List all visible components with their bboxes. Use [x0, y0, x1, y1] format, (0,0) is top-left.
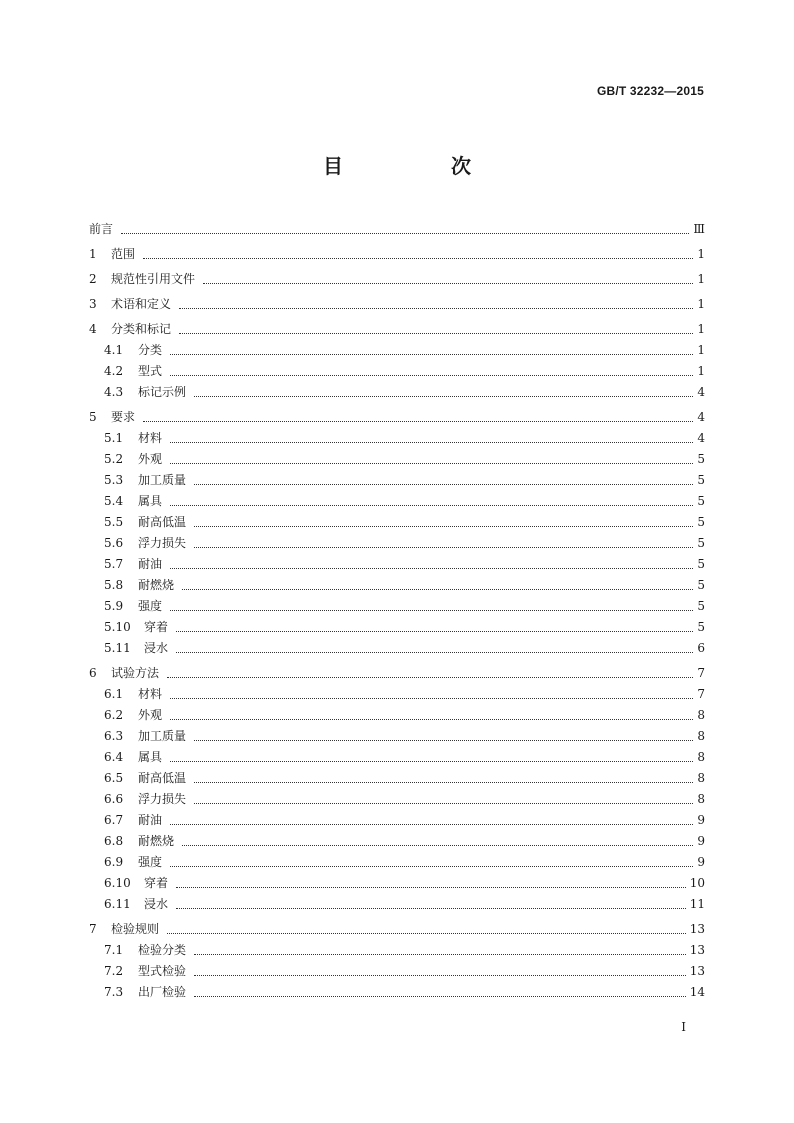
toc-entry-title: 出厂检验	[138, 985, 187, 999]
toc-entry-page: 5	[697, 620, 705, 634]
dot-leader	[170, 567, 693, 569]
dot-leader	[179, 332, 693, 334]
toc-entry-title: 材料	[138, 687, 163, 701]
toc-entry-page: 5	[697, 515, 705, 529]
toc-entry-number: 7	[89, 922, 97, 936]
toc-entry[interactable]	[89, 361, 705, 382]
toc-entry-title: 标记示例	[138, 385, 187, 399]
toc-entry-title: 耐高低温	[138, 515, 187, 529]
toc-entry-title: 外观	[138, 452, 163, 466]
toc-entry[interactable]	[89, 684, 705, 705]
toc-entry-page: 1	[697, 343, 705, 357]
toc-entry[interactable]	[89, 940, 705, 961]
toc-entry-number: 1	[89, 247, 97, 261]
toc-entry-title: 浮力损失	[138, 792, 187, 806]
dot-leader	[170, 462, 693, 464]
dot-leader	[194, 974, 686, 976]
toc-entry-page: 5	[697, 599, 705, 613]
toc-entry-title: 浸水	[144, 641, 169, 655]
toc-entry-page: 4	[697, 431, 705, 445]
toc-entry-page: 7	[697, 666, 705, 680]
toc-entry-number: 6.6	[104, 792, 124, 806]
toc-entry-page: 1	[697, 297, 705, 311]
toc-entry-page: 1	[697, 364, 705, 378]
dot-leader	[143, 420, 693, 422]
page-title: 目 次	[323, 154, 515, 178]
toc-entry-number: 7.3	[104, 985, 124, 999]
toc-entry-title: 加工质量	[138, 473, 187, 487]
toc-entry-page: 5	[697, 557, 705, 571]
toc-entry[interactable]	[89, 961, 705, 982]
toc-entry-number: 5.11	[104, 641, 131, 655]
toc-entry-title: 外观	[138, 708, 163, 722]
toc-entry-number: 5.9	[104, 599, 124, 613]
toc-entry-number: 5.10	[104, 620, 131, 634]
toc-entry-title: 术语和定义	[111, 297, 172, 311]
dot-leader	[170, 374, 693, 376]
toc-entry-page: 5	[697, 473, 705, 487]
dot-leader	[182, 844, 693, 846]
toc-entry-number: 6.9	[104, 855, 124, 869]
toc-entry[interactable]	[89, 319, 705, 340]
toc-entry-title: 耐油	[138, 813, 163, 827]
toc-entry[interactable]	[89, 596, 705, 617]
toc-entry[interactable]	[89, 831, 705, 852]
toc-entry-number: 6.2	[104, 708, 124, 722]
toc-entry[interactable]	[89, 382, 705, 403]
dot-leader	[170, 865, 693, 867]
dot-leader	[170, 823, 693, 825]
toc-entry-title: 耐油	[138, 557, 163, 571]
dot-leader	[170, 760, 693, 762]
toc-entry-title: 检验分类	[138, 943, 187, 957]
toc-entry[interactable]	[89, 810, 705, 831]
toc-entry-number: 5	[89, 410, 97, 424]
toc-entry-page: 6	[697, 641, 705, 655]
toc-entry-page: 14	[689, 985, 705, 999]
toc-entry[interactable]	[89, 219, 705, 240]
toc-entry-number: 4.2	[104, 364, 124, 378]
toc-entry-title: 分类和标记	[111, 322, 172, 336]
toc-entry-number: 5.6	[104, 536, 124, 550]
toc-entry-number: 6.1	[104, 687, 124, 701]
toc-entry-page: 13	[689, 943, 705, 957]
toc-entry-number: 4	[89, 322, 97, 336]
toc-entry-page: 13	[689, 922, 705, 936]
toc-entry-number: 7.2	[104, 964, 124, 978]
dot-leader	[170, 504, 693, 506]
dot-leader	[176, 886, 686, 888]
toc-entry-page: Ⅲ	[693, 222, 705, 236]
toc-entry-number: 4.3	[104, 385, 124, 399]
toc-entry-title: 属具	[138, 750, 163, 764]
toc-entry[interactable]	[89, 705, 705, 726]
toc-entry[interactable]	[89, 789, 705, 810]
toc-entry[interactable]	[89, 894, 705, 915]
dot-leader	[203, 282, 693, 284]
toc-entry-title: 规范性引用文件	[111, 272, 196, 286]
toc-entry[interactable]	[89, 533, 705, 554]
toc-entry-page: 13	[689, 964, 705, 978]
toc-entry[interactable]	[89, 919, 705, 940]
toc-entry[interactable]	[89, 294, 705, 315]
toc-entry[interactable]	[89, 852, 705, 873]
toc-entry-page: 1	[697, 247, 705, 261]
toc-entry-title: 穿着	[144, 620, 169, 634]
dot-leader	[121, 232, 689, 234]
dot-leader	[194, 739, 693, 741]
toc-entry-page: 8	[697, 750, 705, 764]
toc-entry-title: 浸水	[144, 897, 169, 911]
dot-leader	[170, 353, 693, 355]
toc-entry-title: 型式	[138, 364, 163, 378]
toc-entry[interactable]	[89, 491, 705, 512]
toc-entry-page: 8	[697, 708, 705, 722]
toc-entry-number: 6.4	[104, 750, 124, 764]
toc-entry-number: 6.7	[104, 813, 124, 827]
page-number: I	[681, 1020, 686, 1034]
toc-entry-title: 强度	[138, 855, 163, 869]
dot-leader	[170, 718, 693, 720]
toc-entry-page: 8	[697, 771, 705, 785]
dot-leader	[194, 546, 693, 548]
toc-entry-page: 4	[697, 410, 705, 424]
toc-entry-number: 5.4	[104, 494, 124, 508]
toc-entry[interactable]	[89, 244, 705, 265]
dot-leader	[170, 609, 693, 611]
toc-entry-number: 3	[89, 297, 97, 311]
toc-entry[interactable]	[89, 428, 705, 449]
dot-leader	[167, 932, 686, 934]
toc-entry-page: 5	[697, 536, 705, 550]
toc-entry-title: 耐燃烧	[138, 834, 175, 848]
toc-entry[interactable]	[89, 982, 705, 1003]
dot-leader	[194, 995, 686, 997]
toc-entry-number: 6.5	[104, 771, 124, 785]
dot-leader	[194, 953, 686, 955]
toc-entry-page: 9	[697, 834, 705, 848]
toc-entry-title: 型式检验	[138, 964, 187, 978]
toc-entry[interactable]	[89, 663, 705, 684]
dot-leader	[176, 630, 693, 632]
dot-leader	[170, 697, 693, 699]
dot-leader	[194, 395, 693, 397]
toc-entry-number: 6.3	[104, 729, 124, 743]
toc-entry[interactable]	[89, 726, 705, 747]
toc-entry-title: 试验方法	[111, 666, 160, 680]
dot-leader	[182, 588, 693, 590]
toc-entry-title: 属具	[138, 494, 163, 508]
toc-entry-page: 5	[697, 578, 705, 592]
toc-entry-number: 4.1	[104, 343, 124, 357]
toc-entry-number: 5.7	[104, 557, 124, 571]
dot-leader	[176, 651, 693, 653]
toc-entry-number: 5.3	[104, 473, 124, 487]
toc-entry-title: 穿着	[144, 876, 169, 890]
toc-entry-number: 5.5	[104, 515, 124, 529]
toc-entry[interactable]	[89, 873, 705, 894]
toc-entry-number: 2	[89, 272, 97, 286]
toc-entry[interactable]	[89, 269, 705, 290]
toc-entry-page: 1	[697, 272, 705, 286]
toc-entry-number: 6.8	[104, 834, 124, 848]
toc-entry[interactable]	[89, 512, 705, 533]
toc-entry-page: 9	[697, 813, 705, 827]
toc-entry-number: 5.1	[104, 431, 124, 445]
toc-entry-title: 耐燃烧	[138, 578, 175, 592]
toc-entry-page: 4	[697, 385, 705, 399]
toc-entry-number: 6	[89, 666, 97, 680]
toc-entry-number: 6.11	[104, 897, 131, 911]
toc-entry-page: 9	[697, 855, 705, 869]
dot-leader	[170, 441, 693, 443]
toc-entry-title: 强度	[138, 599, 163, 613]
dot-leader	[194, 483, 693, 485]
toc-entry-page: 1	[697, 322, 705, 336]
toc-entry-title: 浮力损失	[138, 536, 187, 550]
toc-entry-page: 8	[697, 792, 705, 806]
toc-entry[interactable]	[89, 575, 705, 596]
toc-entry[interactable]	[89, 449, 705, 470]
dot-leader	[194, 525, 693, 527]
toc-entry[interactable]	[89, 638, 705, 659]
dot-leader	[194, 781, 693, 783]
toc-entry-title: 材料	[138, 431, 163, 445]
toc-entry-title: 耐高低温	[138, 771, 187, 785]
dot-leader	[194, 802, 693, 804]
toc-entry-title: 范围	[111, 247, 136, 261]
toc-entry-page: 10	[689, 876, 705, 890]
toc-entry-page: 11	[689, 897, 705, 911]
toc-entry-page: 7	[697, 687, 705, 701]
toc-entry[interactable]	[89, 340, 705, 361]
toc-entry-number: 7.1	[104, 943, 124, 957]
toc-entry-number: 6.10	[104, 876, 131, 890]
standard-code: GB/T 32232—2015	[596, 84, 704, 98]
table-of-contents	[89, 219, 705, 1003]
toc-entry[interactable]	[89, 407, 705, 428]
toc-entry[interactable]	[89, 470, 705, 491]
toc-entry-page: 5	[697, 494, 705, 508]
toc-entry-title: 要求	[111, 410, 136, 424]
dot-leader	[176, 907, 686, 909]
toc-entry[interactable]	[89, 768, 705, 789]
toc-entry[interactable]	[89, 747, 705, 768]
toc-entry[interactable]	[89, 617, 705, 638]
toc-entry-title: 分类	[138, 343, 163, 357]
toc-entry-page: 8	[697, 729, 705, 743]
toc-entry-number: 5.8	[104, 578, 124, 592]
toc-entry-title: 前言	[89, 222, 114, 236]
toc-entry-title: 加工质量	[138, 729, 187, 743]
toc-entry-number: 5.2	[104, 452, 124, 466]
dot-leader	[179, 307, 693, 309]
toc-entry-page: 5	[697, 452, 705, 466]
dot-leader	[167, 676, 693, 678]
dot-leader	[143, 257, 693, 259]
toc-entry[interactable]	[89, 554, 705, 575]
toc-entry-title: 检验规则	[111, 922, 160, 936]
